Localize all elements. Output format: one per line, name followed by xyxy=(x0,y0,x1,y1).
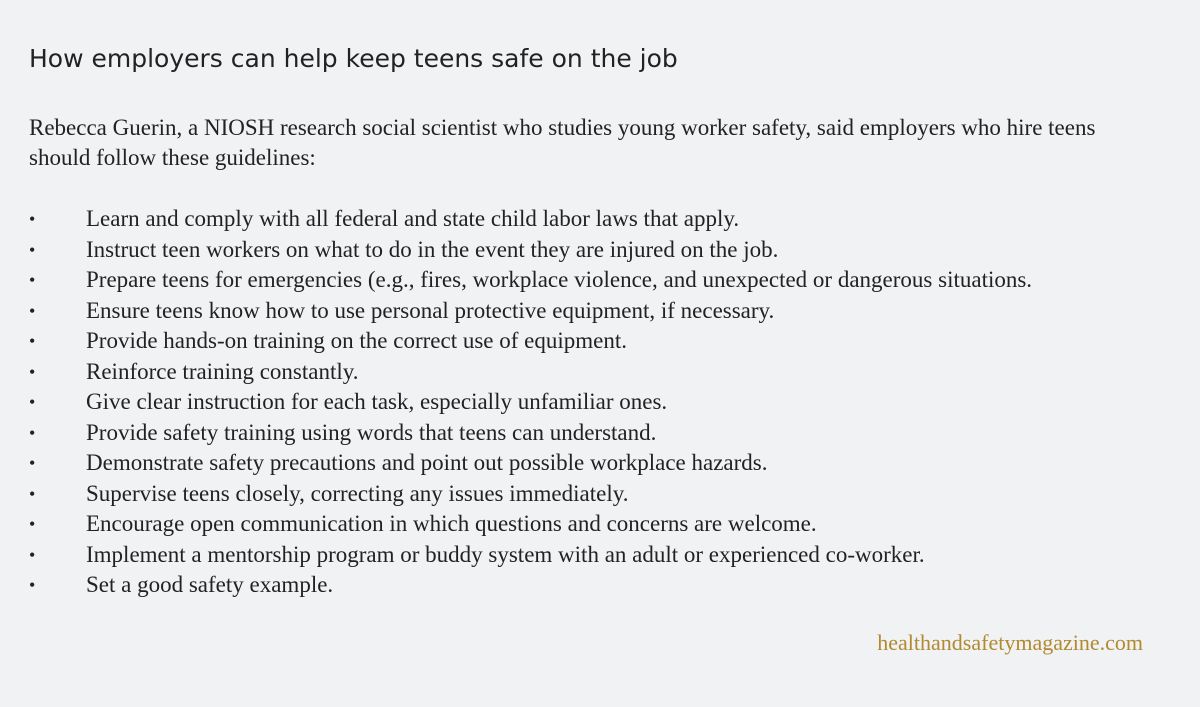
guideline-text: Provide safety training using words that teens can understand. xyxy=(86,419,657,445)
guideline-text: Set a good safety example. xyxy=(86,572,334,597)
bullet-icon: • xyxy=(29,361,36,382)
guideline-text: Ensure teens know how to use personal protective equipment, if necessary. xyxy=(86,297,775,323)
bullet-icon: • xyxy=(29,209,36,229)
guideline-item xyxy=(29,479,1032,510)
bullet-icon: • xyxy=(29,331,36,351)
guideline-item xyxy=(29,448,1032,479)
guideline-item xyxy=(29,296,1032,327)
bullet-icon: • xyxy=(29,514,36,534)
guideline-item xyxy=(29,326,1032,357)
guideline-text: Provide hands-on training on the correct use of equipment. xyxy=(86,328,627,353)
guideline-item xyxy=(29,357,1032,388)
guideline-text: Supervise teens closely, correcting any issues immediately. xyxy=(86,480,629,506)
guideline-text: Instruct teen workers on what to do in the event they are injured on the job. xyxy=(86,236,779,262)
guideline-text: Learn and comply with all federal and state child labor laws that apply. xyxy=(86,206,740,231)
guideline-item xyxy=(29,570,1032,601)
guideline-item xyxy=(29,265,1032,296)
guideline-item xyxy=(29,235,1032,266)
guideline-text: Demonstrate safety precautions and point out possible workplace hazards. xyxy=(86,450,768,475)
guideline-text: Give clear instruction for each task, especially unfamiliar ones. xyxy=(86,389,668,414)
guideline-item xyxy=(29,418,1032,449)
bullet-icon: • xyxy=(29,575,36,595)
bullet-icon: • xyxy=(29,422,36,443)
guidelines-list xyxy=(29,204,1032,601)
card-title: How employers can help keep teens safe on the job xyxy=(29,44,678,73)
intro-paragraph: Rebecca Guerin, a NIOSH research social scientist who studies young worker safety, said employers who hire teens should follow these guidelines: xyxy=(29,115,1096,170)
bullet-icon: • xyxy=(29,300,36,321)
guideline-item xyxy=(29,204,1032,235)
bullet-icon: • xyxy=(29,392,36,412)
bullet-icon: • xyxy=(29,544,36,565)
bullet-icon: • xyxy=(29,453,36,473)
guideline-text: Prepare teens for emergencies (e.g., fires, workplace violence, and unexpected or dangerous situations. xyxy=(86,267,1033,292)
guideline-item xyxy=(29,387,1032,418)
source-credit: healthandsafetymagazine.com xyxy=(877,630,1143,655)
guideline-item xyxy=(29,509,1032,540)
bullet-icon: • xyxy=(29,239,36,260)
guideline-text: Implement a mentorship program or buddy system with an adult or experienced co-worker. xyxy=(86,541,925,567)
guideline-item xyxy=(29,540,1032,571)
guideline-text: Reinforce training constantly. xyxy=(86,358,359,384)
guideline-text: Encourage open communication in which questions and concerns are welcome. xyxy=(86,511,817,536)
bullet-icon: • xyxy=(29,270,36,290)
bullet-icon: • xyxy=(29,483,36,504)
